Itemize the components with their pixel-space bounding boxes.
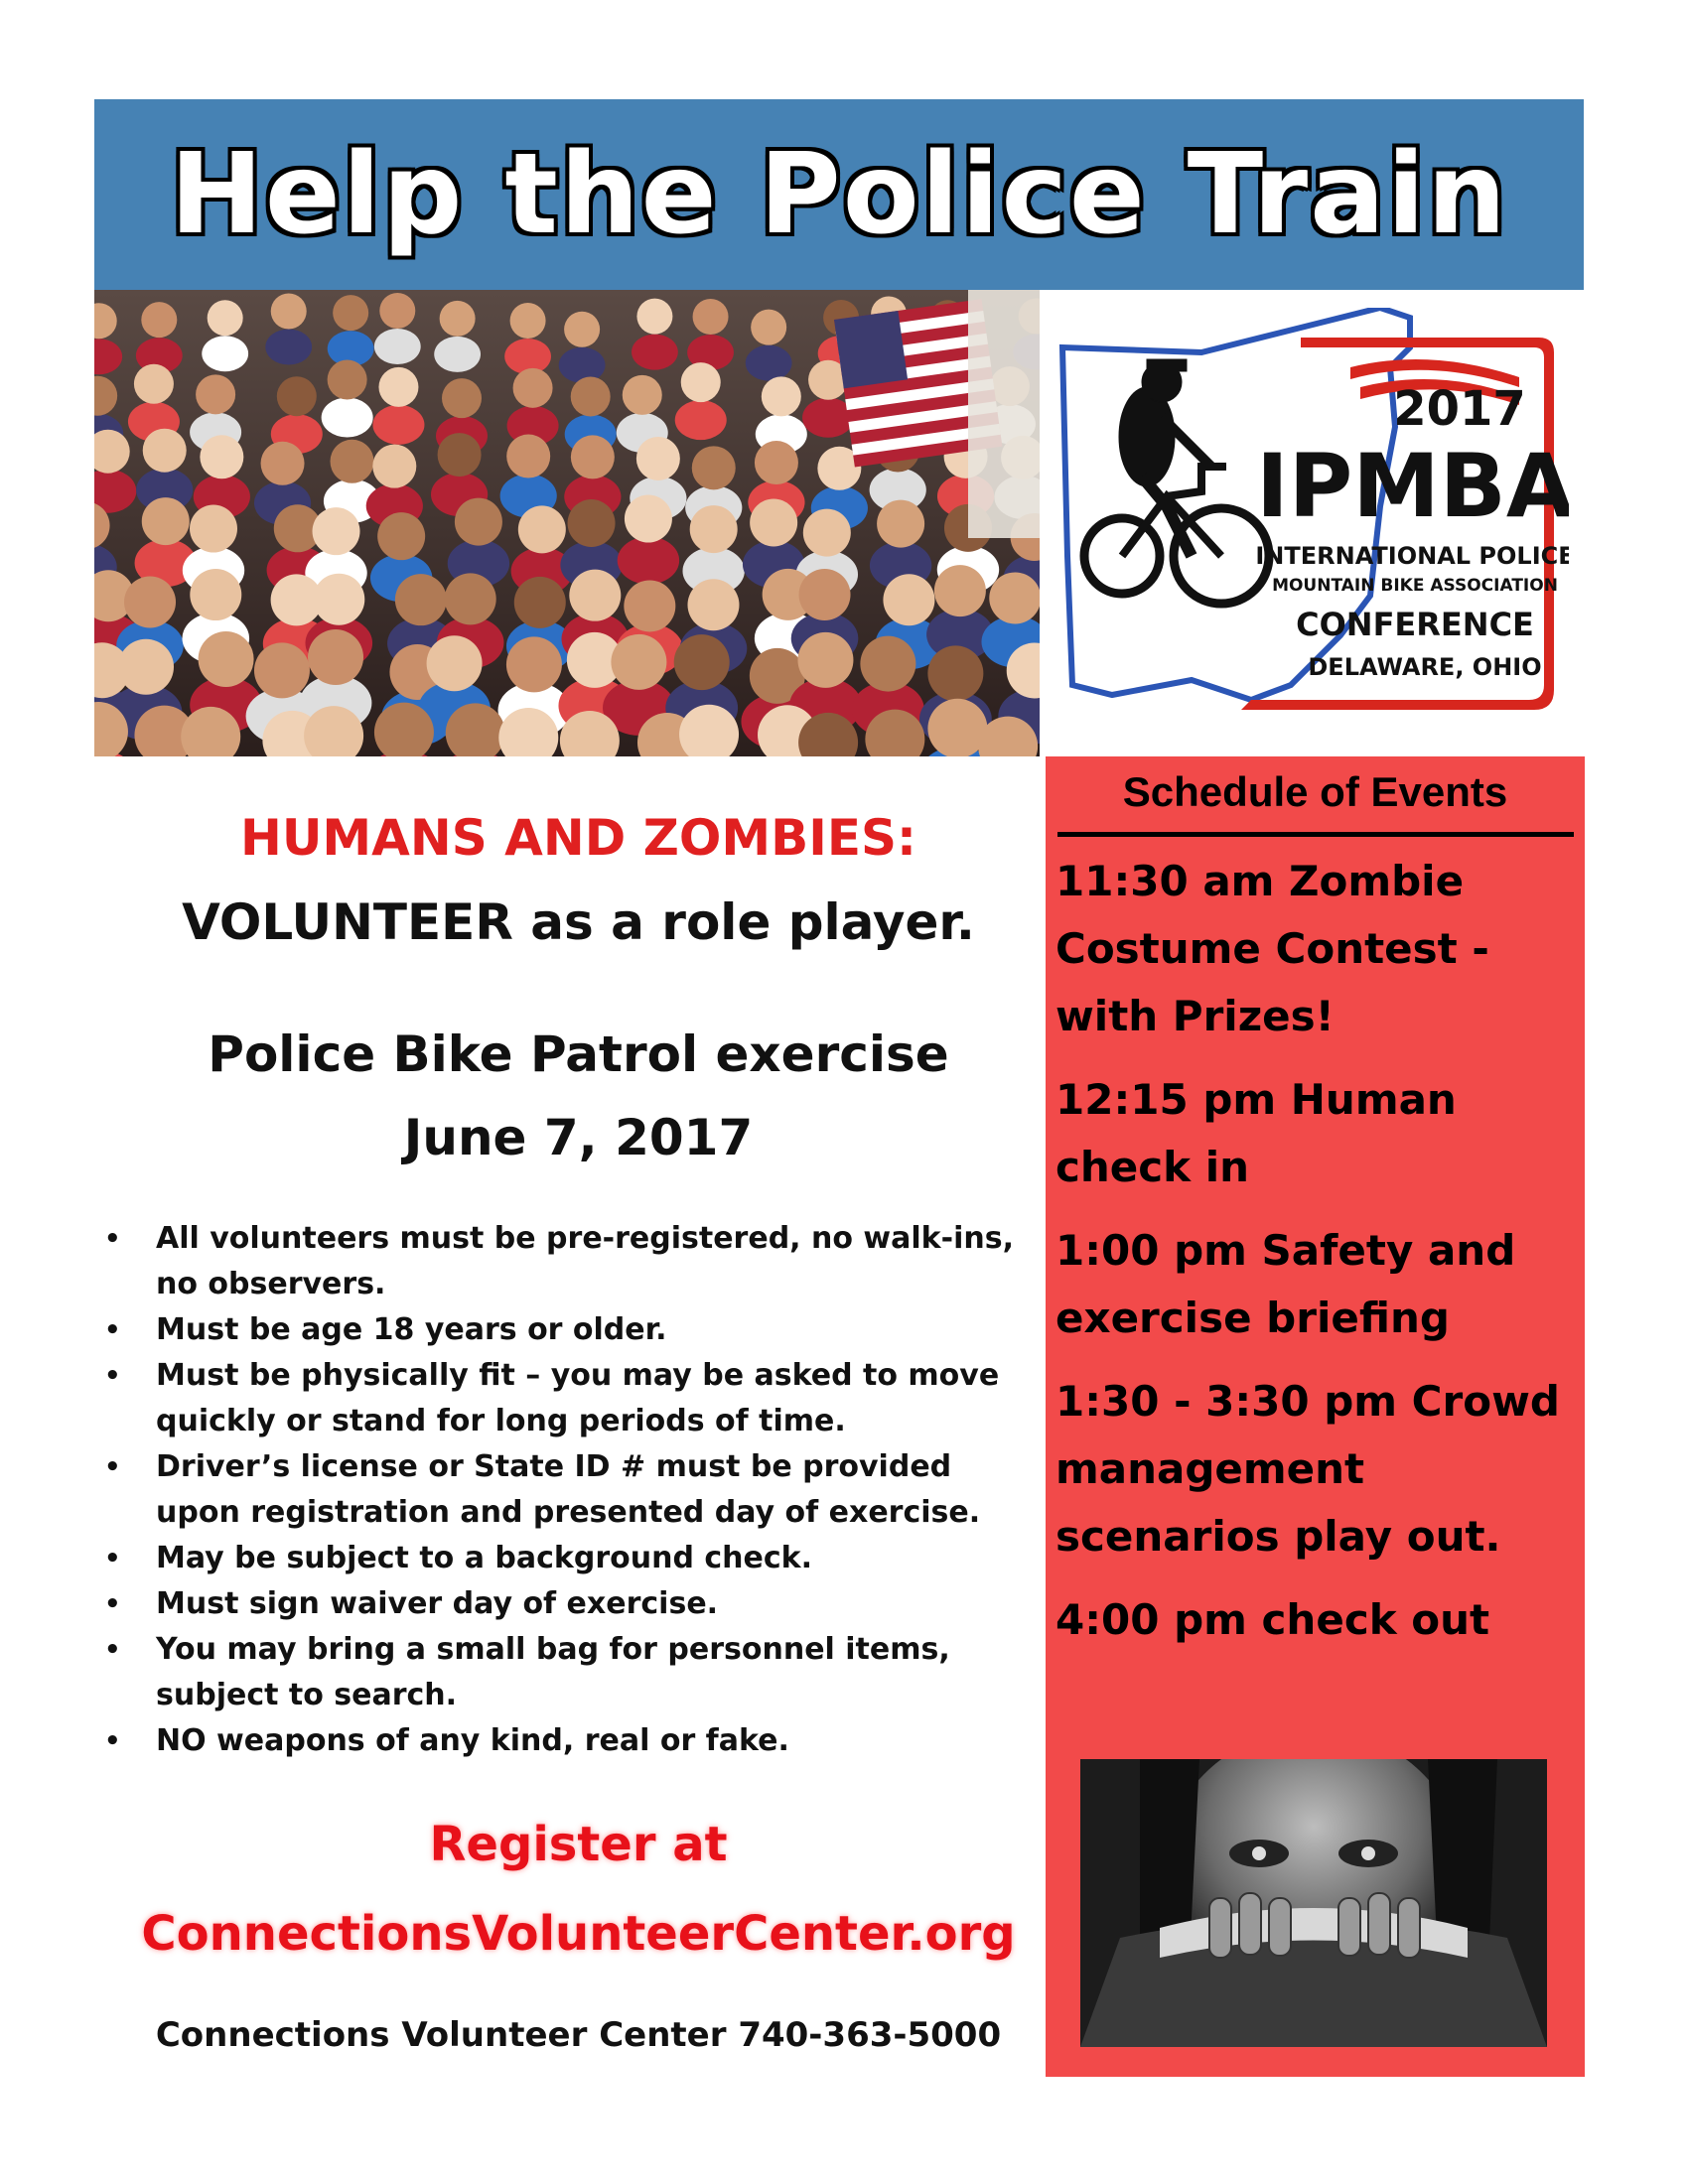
crowd-head xyxy=(636,299,672,335)
crowd-head xyxy=(611,634,666,690)
crowd-head xyxy=(328,359,367,399)
crowd-head xyxy=(571,376,611,416)
crowd-head xyxy=(934,565,986,616)
bullet-icon: • xyxy=(104,1224,121,1254)
crowd-head xyxy=(687,579,739,630)
crowd-figure xyxy=(618,537,679,585)
crowd-head xyxy=(571,435,615,478)
crowd-head xyxy=(506,435,550,478)
page-title: Help the Police Train xyxy=(170,130,1508,259)
crowd-head xyxy=(190,569,241,620)
crowd-head xyxy=(750,498,797,546)
list-item: • Must be physically fit – you may be asked to move quickly or stand for long periods of time. xyxy=(104,1353,1038,1444)
crowd-head xyxy=(308,629,363,685)
crowd-head xyxy=(751,310,786,345)
schedule-divider xyxy=(1057,832,1574,837)
bullet-icon: • xyxy=(104,1315,121,1345)
bullet-icon: • xyxy=(104,1452,121,1482)
crowd-head xyxy=(331,440,374,483)
list-item: • NO weapons of any kind, real or fake. xyxy=(104,1718,1038,1764)
crowd-head xyxy=(883,574,934,625)
crowd-head xyxy=(690,505,738,553)
crowd-head xyxy=(190,505,237,553)
crowd-head xyxy=(208,300,243,336)
crowd-head xyxy=(142,497,190,545)
crowd-figure xyxy=(265,330,312,365)
crowd-head xyxy=(624,580,675,631)
crowd-figure xyxy=(632,335,678,370)
crowd-head xyxy=(762,376,801,416)
bullet-icon: • xyxy=(104,1589,121,1619)
crowd-head xyxy=(518,505,566,553)
logo-org-line2: MOUNTAIN BIKE ASSOCIATION xyxy=(1272,576,1558,596)
schedule-item: 11:30 am Zombie Costume Contest - with Prizes! xyxy=(1055,857,1489,1040)
list-item: • All volunteers must be pre-registered, no walk-ins, no observers. xyxy=(104,1216,1038,1307)
zombie-photo xyxy=(1080,1759,1547,2047)
crowd-head xyxy=(442,378,482,418)
schedule-item: 1:30 - 3:30 pm Crowd management scenarios play out. xyxy=(1055,1377,1560,1561)
schedule-title: Schedule of Events xyxy=(1122,768,1508,815)
crowd-figure xyxy=(202,336,248,371)
crowd-head xyxy=(254,642,310,698)
crowd-figure xyxy=(559,347,606,383)
crowd-head xyxy=(377,512,425,560)
crowd-head xyxy=(124,576,176,627)
crowd-head xyxy=(372,445,416,488)
crowd-head xyxy=(693,299,729,335)
crowd-head xyxy=(625,495,672,543)
crowd-head xyxy=(803,509,851,557)
crowd-head xyxy=(455,498,502,546)
list-item: • May be subject to a background check. xyxy=(104,1536,1038,1581)
volunteer-line: VOLUNTEER as a role player. xyxy=(182,893,975,951)
crowd-head xyxy=(510,303,546,339)
crowd-head xyxy=(568,499,616,547)
list-item: • Must sign waiver day of exercise. xyxy=(104,1581,1038,1627)
crowd-head xyxy=(860,636,915,692)
crowd-head xyxy=(261,442,305,485)
crowd-head xyxy=(141,302,177,338)
crowd-head xyxy=(506,636,562,692)
crowd-head xyxy=(277,376,317,416)
humans-zombies-heading: HUMANS AND ZOMBIES: xyxy=(239,809,916,867)
bullet-icon: • xyxy=(104,1361,121,1391)
crowd-head xyxy=(513,368,553,408)
crowd-head xyxy=(636,437,680,480)
list-item: • Must be age 18 years or older. xyxy=(104,1307,1038,1353)
crowd-head xyxy=(440,301,476,337)
logo-year: 2017 xyxy=(1393,381,1526,437)
register-link[interactable]: ConnectionsVolunteerCenter.org xyxy=(141,1906,1016,1962)
logo-event: CONFERENCE xyxy=(1296,606,1534,643)
crowd-head xyxy=(438,433,482,477)
requirements-list xyxy=(104,1216,1038,1764)
contact-info: Connections Volunteer Center 740-363-5000 xyxy=(155,2015,1002,2055)
crowd-figure xyxy=(675,400,727,440)
crowd-head xyxy=(877,500,924,548)
crowd-head xyxy=(427,635,483,691)
exercise-name: Police Bike Patrol exercise xyxy=(208,1025,949,1083)
schedule-item: 12:15 pm Human check in xyxy=(1055,1075,1457,1191)
list-item: • You may bring a small bag for personnel items, subject to search. xyxy=(104,1627,1038,1718)
crowd-head xyxy=(564,312,600,347)
crowd-head xyxy=(989,572,1040,623)
logo-org-line1: INTERNATIONAL POLICE xyxy=(1255,542,1569,570)
list-item: • Driver’s license or State ID # must be provided upon registration and presented day of exercise. xyxy=(104,1444,1038,1536)
crowd-head xyxy=(569,570,621,621)
schedule-item: 4:00 pm check out xyxy=(1055,1595,1490,1644)
crowd-head xyxy=(200,435,243,478)
crowd-head xyxy=(118,639,174,695)
bullet-icon: • xyxy=(104,1726,121,1756)
crowd-head xyxy=(196,374,235,414)
crowd-head xyxy=(378,367,418,407)
bullet-icon: • xyxy=(104,1544,121,1573)
crowd-head xyxy=(681,362,721,402)
crowd-head xyxy=(692,446,736,489)
crowd-head xyxy=(395,574,447,625)
ipmba-logo xyxy=(1053,308,1569,735)
schedule-list xyxy=(1055,848,1577,1670)
crowd-photo xyxy=(94,290,1040,756)
crowd-figure xyxy=(434,337,481,372)
crowd-head xyxy=(143,429,187,473)
logo-location: DELAWARE, OHIO xyxy=(1308,653,1542,681)
crowd-head xyxy=(799,569,851,620)
crowd-head xyxy=(623,375,662,415)
schedule-item: 1:00 pm Safety and exercise briefing xyxy=(1055,1226,1516,1342)
crowd-head xyxy=(313,574,364,625)
crowd-figure xyxy=(374,329,421,364)
crowd-head xyxy=(134,364,174,404)
logo-acronym: IPMBA xyxy=(1256,435,1569,537)
crowd-figure xyxy=(746,345,792,381)
crowd-head xyxy=(445,573,496,624)
crowd-head xyxy=(271,294,307,330)
exercise-title xyxy=(94,1013,1062,1179)
title-banner xyxy=(94,99,1584,290)
crowd-figure xyxy=(322,397,373,437)
crowd-head xyxy=(514,577,566,628)
register-label: Register at xyxy=(429,1817,728,1872)
crowd-head xyxy=(379,293,415,329)
crowd-head xyxy=(674,634,730,690)
crowd-head xyxy=(313,507,360,555)
bullet-icon: • xyxy=(104,1635,121,1665)
crowd-head xyxy=(927,645,983,701)
exercise-date: June 7, 2017 xyxy=(403,1109,754,1166)
crowd-head xyxy=(755,441,798,484)
crowd-head xyxy=(797,632,853,688)
crowd-figure xyxy=(372,405,424,445)
crowd-head xyxy=(333,295,368,331)
crowd-head xyxy=(199,631,254,687)
